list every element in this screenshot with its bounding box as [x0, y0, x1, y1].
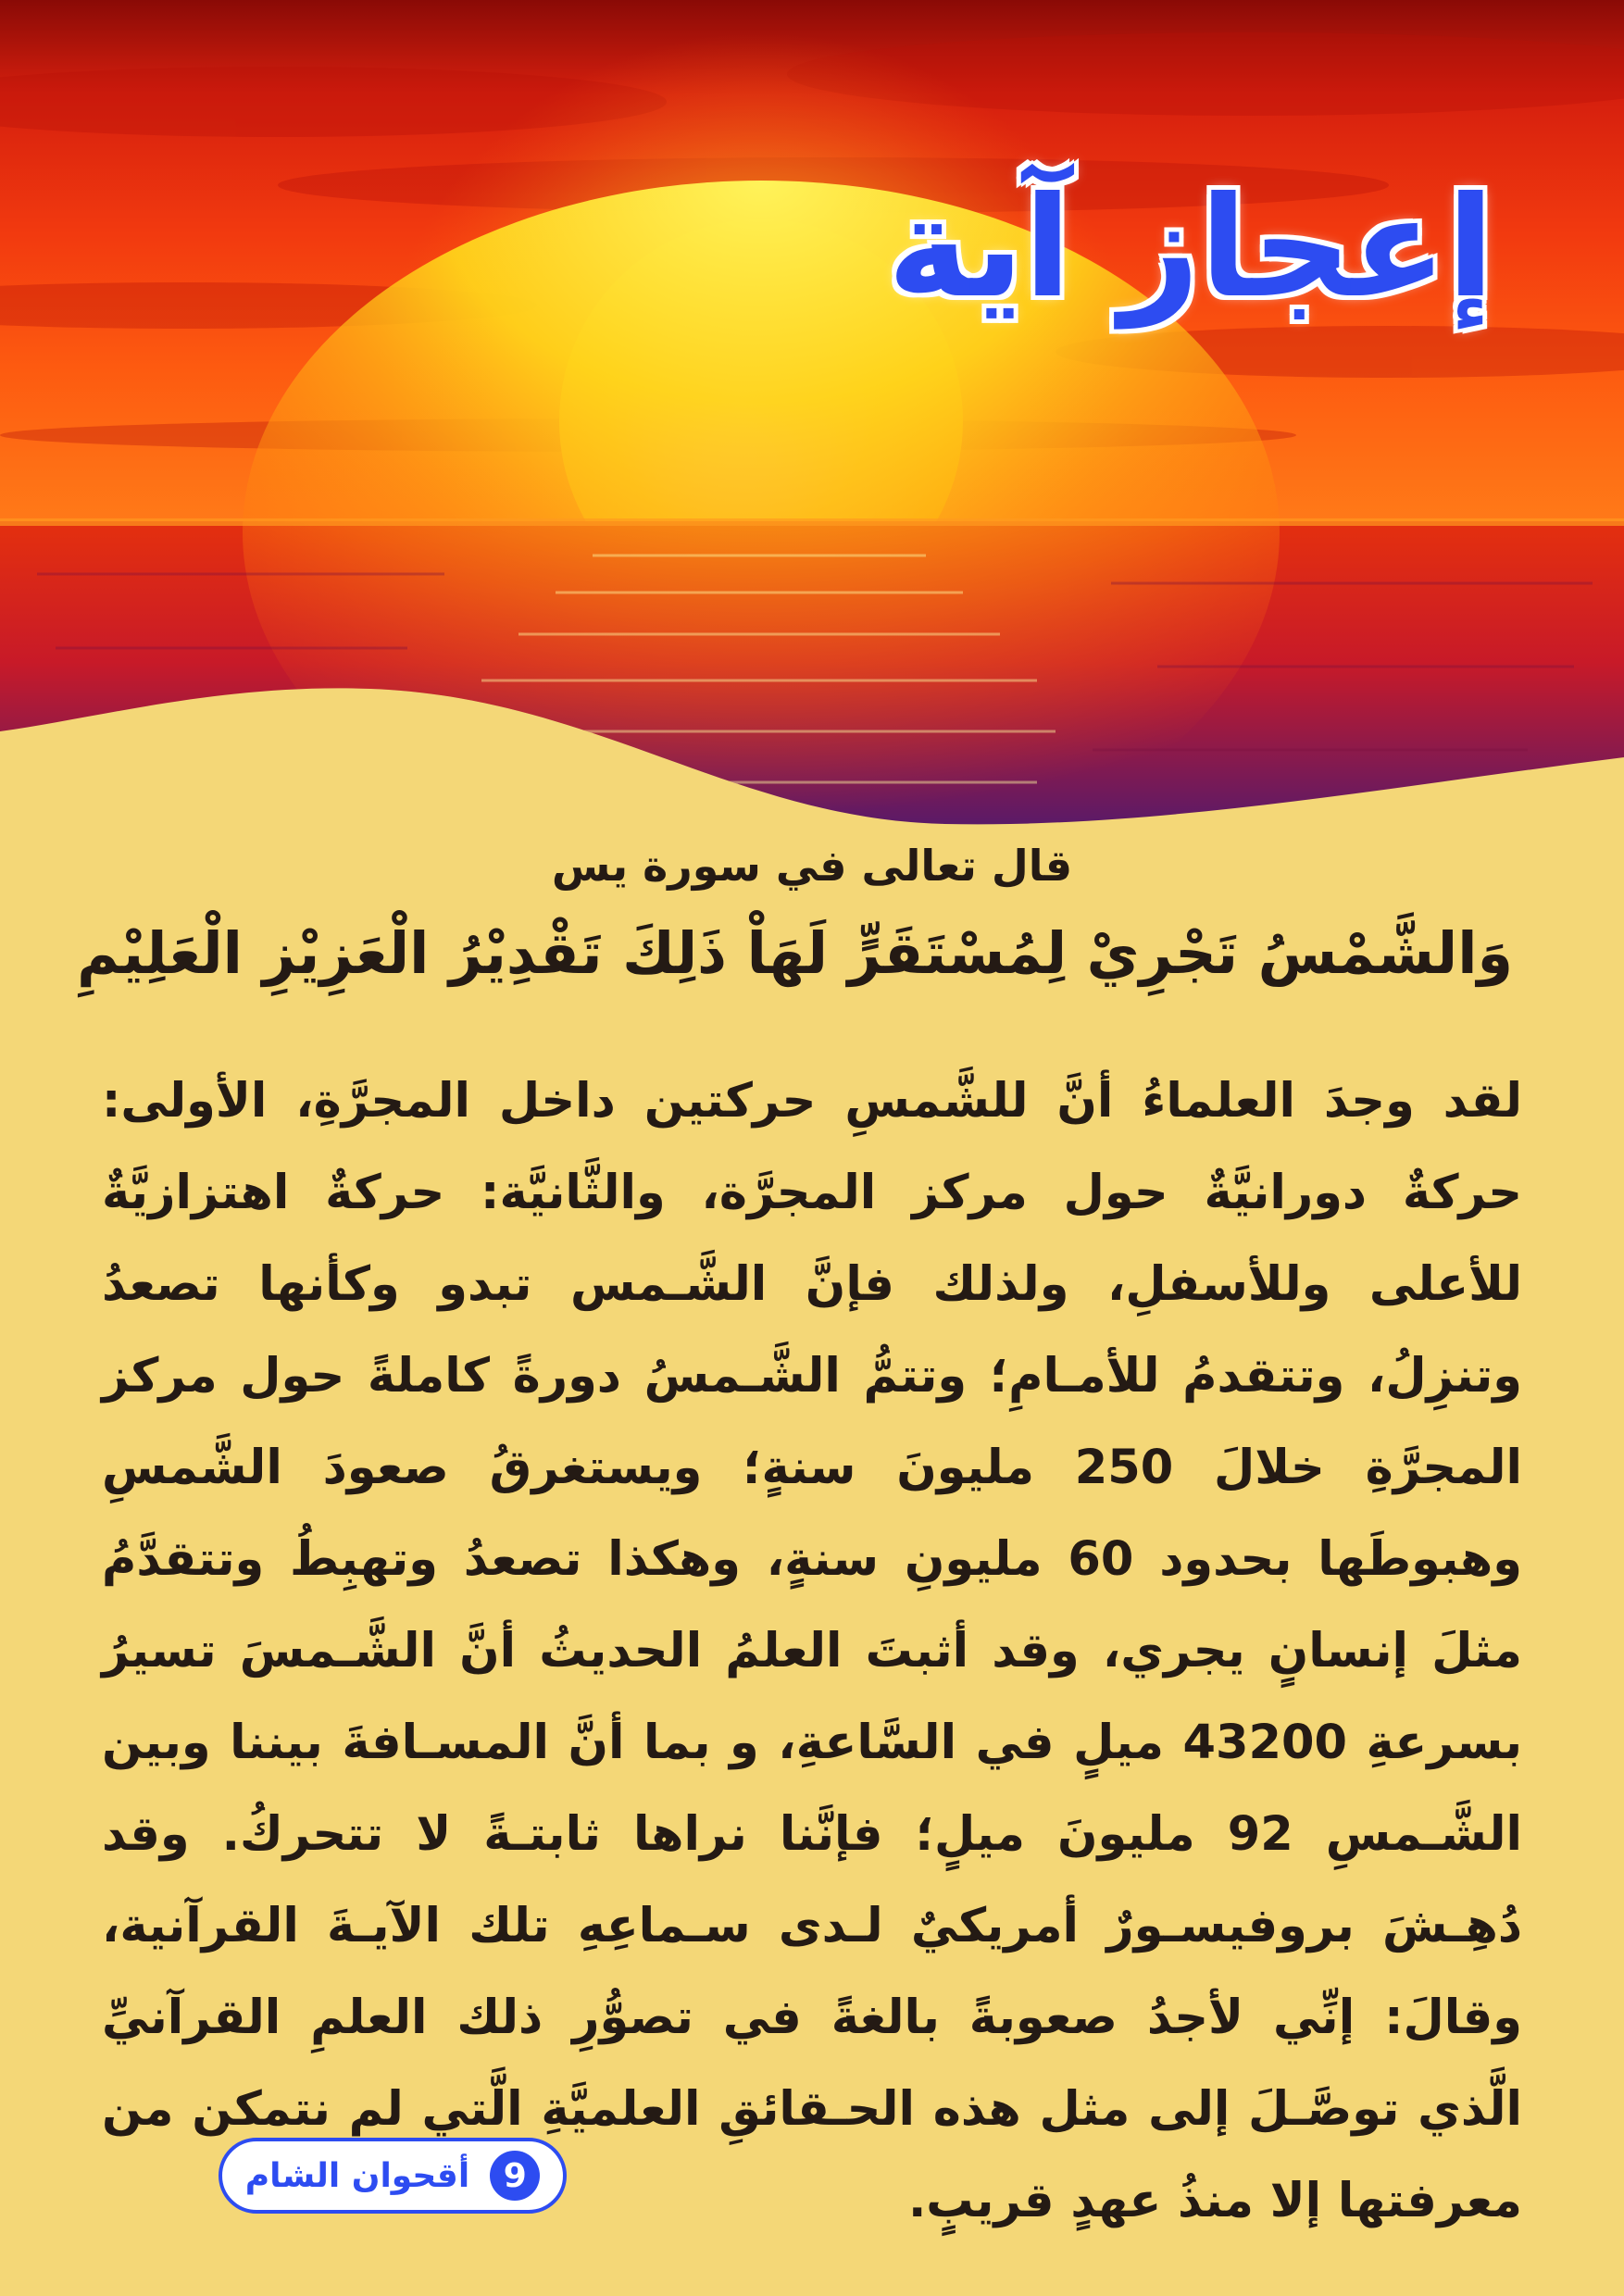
footer-badge [219, 2138, 567, 2214]
verse-intro: قال تعالى في سورة يس [551, 841, 1073, 891]
quran-verse: وَالشَّمْسُ تَجْرِيْ لِمُسْتَقَرٍّ لَهَاْ ذَلِكَ تَقْدِيْرُ الْعَزِيْزِ الْعَلِيْمِ [77, 919, 1513, 987]
page-number: 9 [490, 2151, 540, 2201]
body-paragraph: لقد وجدَ العلماءُ أنَّ للشَّمسِ حركتين داخل المجرَّةِ، الأولى: حركةٌ دورانيَّةٌ حول مركز المجرَّة، والثَّانيَّة: حركةٌ اهتزازيَّةٌ للأعلى وللأسفلِ، ولذلك فإنَّ الشَّـمس تبدو وكأنها تصعدُ وتنزِلُ، وتتقدمُ للأمـامِ؛ وتتمُّ الشَّـمسُ دورةً كاملةً حول مركز المجرَّةِ خلالَ 250 مليونَ سنةٍ؛ ويستغرقُ صعودَ الشَّمسِ وهبوطَها بحدود 60 مليونِ سنةٍ، وهكذا تصعدُ وتهبِطُ وتتقدَّمُ مثلَ إنسانٍ يجري، وقد أثبتَ العلمُ الحديثُ أنَّ الشَّـمسَ تسيرُ بسرعةِ 43200 ميلٍ في السَّاعةِ، و بما أنَّ المسـافةَ بيننا وبين الشَّـمسِ 92 مليونَ ميلٍ؛ فإنَّنا نراها ثابتـةً لا تتحركُ. وقد دُهِـشَ بروفيسـورٌ أمريكيٌ لـدى سـماعِهِ تلك الآيـةَ القرآنية، وقالَ: إنِّي لأجدُ صعوبةً بالغةً في تصوُّرِ ذلك العلمِ القرآنيِّ الَّذي توصَّـلَ إلى مثل هذه الحـقائقِ العلميَّةِ الَّتي لم نتمكن من معرفتها إلا منذُ عهدٍ قريبٍ. [102, 1074, 1523, 2228]
magazine-name: أقحوان الشام [244, 2156, 470, 2195]
page-title: إعجاز آية [887, 168, 1494, 329]
sunset-header-image [0, 0, 1624, 870]
